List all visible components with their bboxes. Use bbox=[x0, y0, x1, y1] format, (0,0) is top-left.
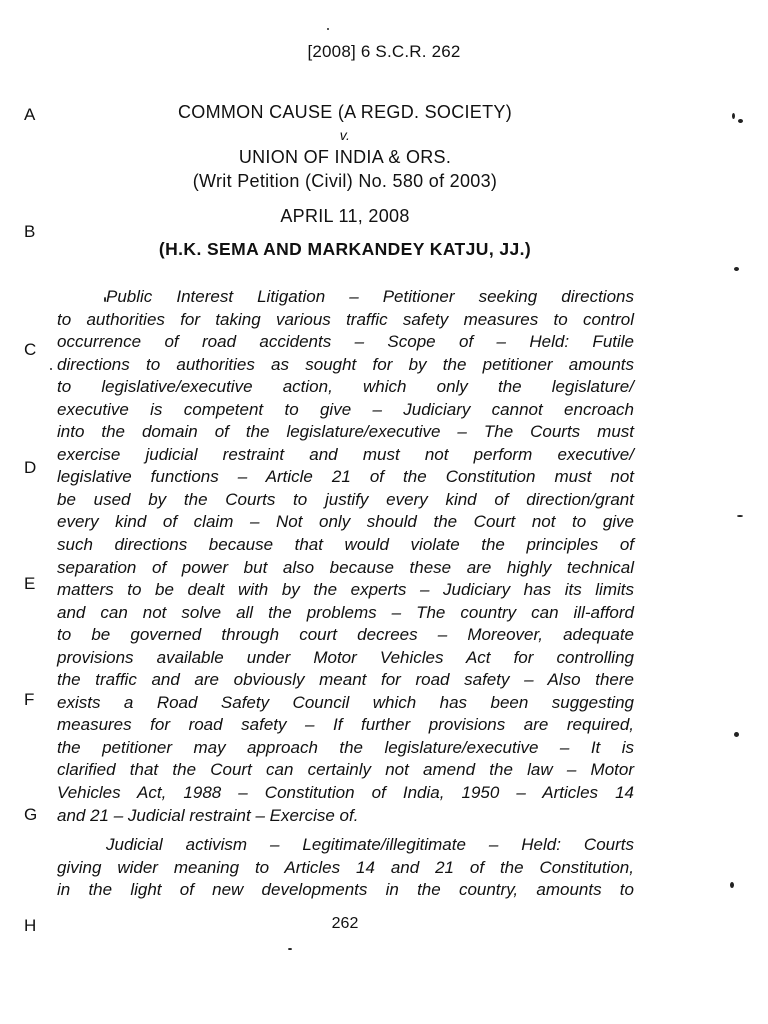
headnote-paragraph-1 bbox=[57, 286, 634, 827]
headnote-1-line: to legislative/executive action, which only the legislature/ bbox=[57, 377, 634, 397]
headnote-1-line: executive is competent to give – Judiciary cannot encroach bbox=[57, 399, 634, 419]
headnote-1-line: and 21 – Judicial restraint – Exercise of. bbox=[57, 805, 359, 825]
headnote-1-line: measures for road safety – If further provisions are required, bbox=[57, 715, 634, 735]
headnote-1-line: the traffic and are obviously meant for road safety – Also there bbox=[57, 670, 634, 690]
scan-speck bbox=[50, 368, 52, 370]
headnote-2-line: in the light of new developments in the country, amounts to bbox=[57, 880, 634, 900]
headnote-2-line: giving wider meaning to Articles 14 and 21 of the Constitution, bbox=[57, 857, 634, 877]
headnote-1-line: occurrence of road accidents – Scope of – Held: Futile bbox=[57, 332, 634, 352]
scan-speck bbox=[732, 113, 735, 119]
versus-marker: v. bbox=[339, 127, 351, 143]
scan-speck bbox=[734, 732, 739, 737]
headnote-1-line: to be governed through court decrees – Moreover, adequate bbox=[57, 625, 634, 645]
scan-speck bbox=[737, 515, 743, 517]
headnote-1-line: Vehicles Act, 1988 – Constitution of India, 1950 – Articles 14 bbox=[57, 783, 634, 803]
scan-speck bbox=[288, 948, 292, 950]
respondent-name: UNION OF INDIA & ORS. bbox=[238, 147, 452, 167]
headnote-1-line: into the domain of the legislature/executive – The Courts must bbox=[57, 422, 634, 442]
headnote-1-line: matters to be dealt with by the experts – Judiciary has its limits bbox=[57, 580, 634, 600]
margin-letter-d: D bbox=[24, 458, 37, 477]
headnote-1-line: such directions because that would violate the principles of bbox=[57, 535, 634, 555]
page-number: 262 bbox=[331, 915, 359, 932]
headnote-1-line: to authorities for taking various traffic safety measures to control bbox=[57, 309, 634, 329]
headnote-1-line: separation of power but also because these are highly technical bbox=[57, 557, 634, 577]
petitioner-name: COMMON CAUSE (A REGD. SOCIETY) bbox=[177, 102, 513, 122]
scan-speck bbox=[730, 882, 734, 888]
bench-judges: (H.K. SEMA AND MARKANDEY KATJU, JJ.) bbox=[158, 239, 532, 259]
headnote-1-line: every kind of claim – Not only should the Court not to give bbox=[57, 512, 634, 532]
margin-letter-b: B bbox=[24, 222, 36, 241]
petition-number: (Writ Petition (Civil) No. 580 of 2003) bbox=[192, 171, 498, 191]
headnote-1-line: the petitioner may approach the legislature/executive – It is bbox=[57, 737, 634, 757]
headnote-2-line: Judicial activism – Legitimate/illegitimate – Held: Courts bbox=[106, 835, 634, 854]
headnote-1-line: clarified that the Court can certainly not amend the law – Motor bbox=[57, 760, 634, 780]
scan-speck bbox=[738, 119, 743, 123]
scan-speck bbox=[327, 28, 329, 30]
margin-letter-a: A bbox=[24, 105, 36, 124]
judgment-date: APRIL 11, 2008 bbox=[280, 206, 410, 226]
headnote-1-line: Public Interest Litigation – Petitioner seeking directions bbox=[106, 287, 634, 306]
headnote-1-line: exists a Road Safety Council which has been suggesting bbox=[57, 692, 634, 712]
headnote-1-line: provisions available under Motor Vehicles Act for controlling bbox=[57, 647, 634, 667]
margin-letter-c: C bbox=[24, 340, 37, 359]
headnote-paragraph-2 bbox=[57, 834, 634, 902]
margin-letter-f: F bbox=[24, 690, 35, 709]
scan-speck bbox=[734, 267, 739, 271]
report-citation: [2008] 6 S.C.R. 262 bbox=[307, 42, 461, 61]
headnote-1-line: and can not solve all the problems – The country can ill-afford bbox=[57, 602, 634, 622]
headnote-1-line: legislative functions – Article 21 of the Constitution must not bbox=[57, 467, 634, 487]
margin-letter-g: G bbox=[24, 805, 38, 824]
scan-speck bbox=[104, 297, 106, 302]
margin-letter-e: E bbox=[24, 574, 36, 593]
headnote-1-line: exercise judicial restraint and must not perform executive/ bbox=[57, 444, 634, 464]
headnote-1-line: be used by the Courts to justify every kind of direction/grant bbox=[57, 489, 634, 509]
headnote-1-line: directions to authorities as sought for by the petitioner amounts bbox=[57, 354, 634, 374]
margin-letter-h: H bbox=[24, 916, 37, 935]
